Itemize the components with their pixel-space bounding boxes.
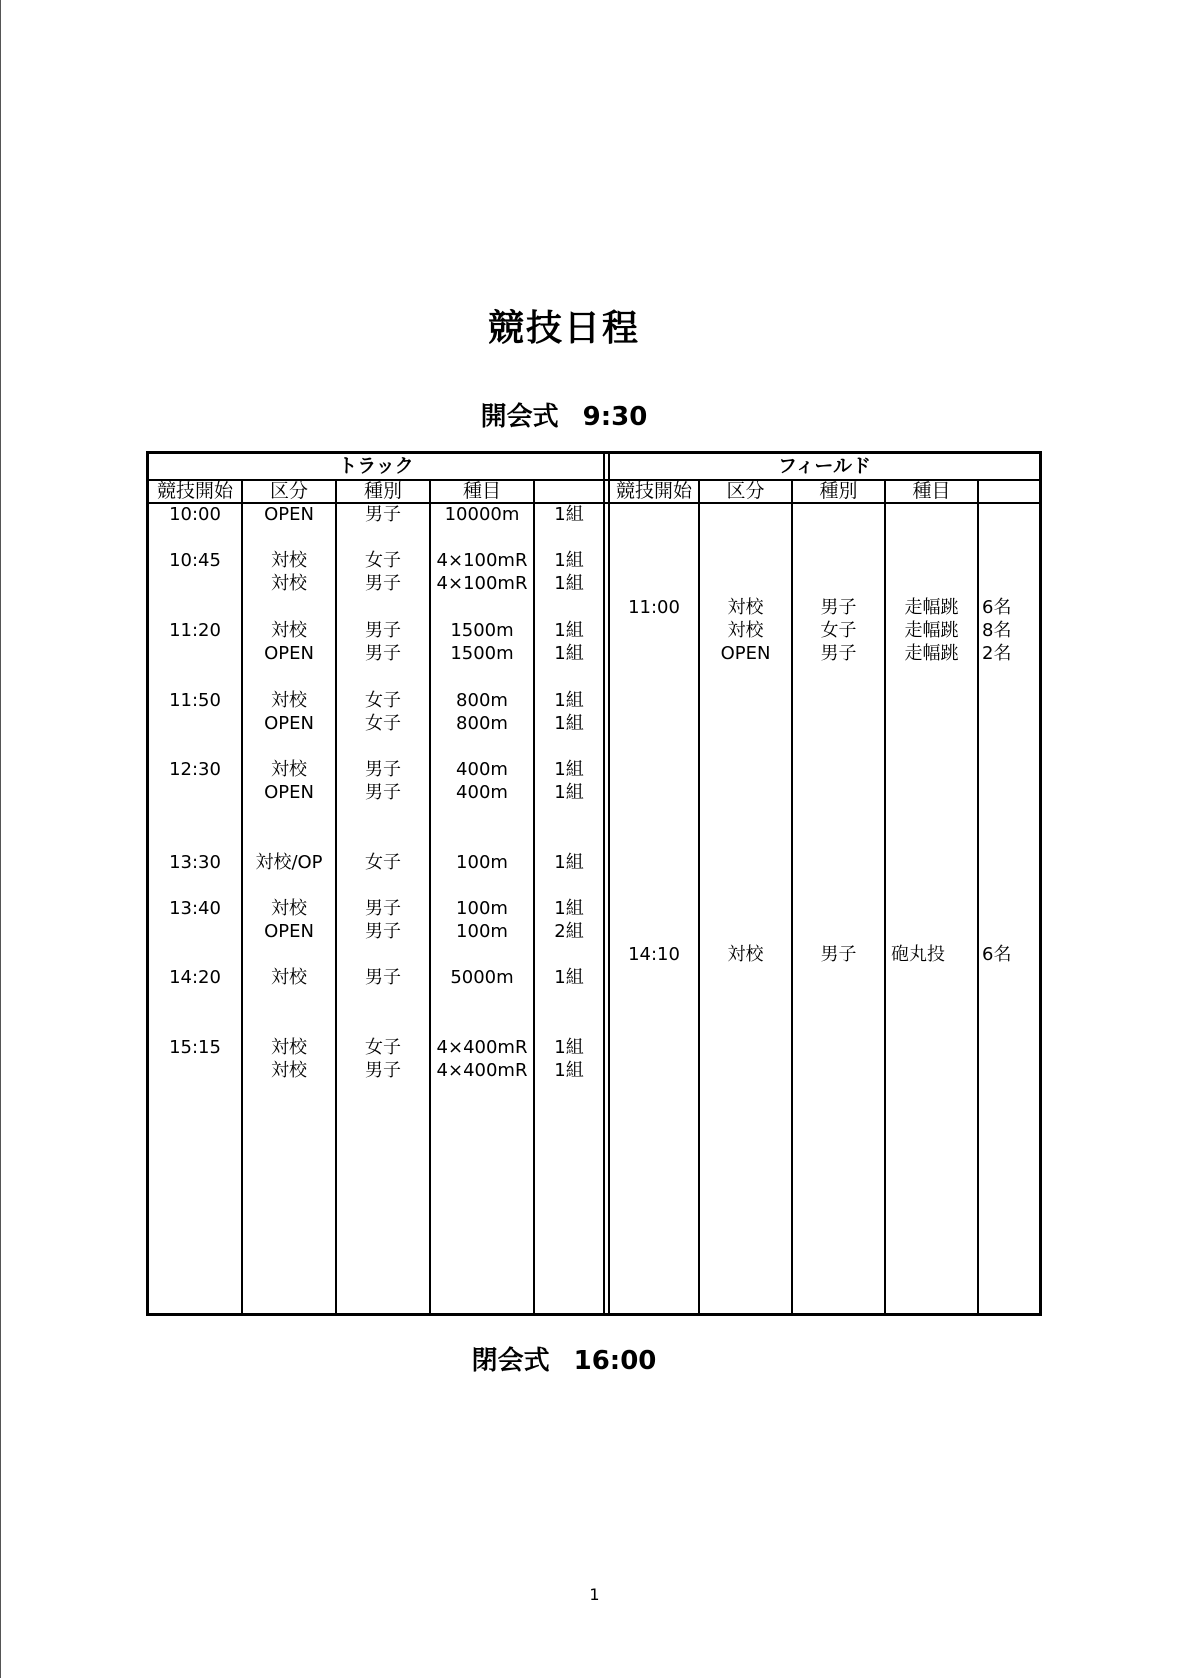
field-event: 走幅跳 [904,643,959,664]
section-divider [603,454,605,1313]
track-class: 女子 [365,1037,401,1058]
field-division: OPEN [720,643,771,664]
field-division: 対校 [727,944,764,965]
track-division: 対校 [271,967,307,988]
track-heats: 1組 [554,1060,584,1081]
track-event: 4×100mR [436,550,528,571]
field-col-division: 区分 [726,480,765,502]
track-class: 男子 [365,643,401,664]
page-edge [0,0,1,1678]
track-division: 対校 [271,573,307,594]
track-division: OPEN [264,504,314,525]
track-event: 100m [456,921,508,942]
track-class: 女子 [365,690,401,711]
track-col-line [241,479,243,1313]
closing-time: 16:00 [573,1346,657,1376]
field-col-event: 種目 [912,480,951,502]
track-heats: 1組 [554,759,584,780]
track-class: 女子 [365,550,401,571]
track-heats: 1組 [554,690,584,711]
track-start-time: 10:45 [169,550,221,571]
track-division: OPEN [264,643,314,664]
track-heats: 1組 [554,967,584,988]
field-class: 男子 [820,643,857,664]
track-class: 男子 [365,1060,401,1081]
track-class: 男子 [365,759,401,780]
track-class: 男子 [365,620,401,641]
track-heats: 1組 [554,898,584,919]
track-start-time: 11:20 [169,620,221,641]
closing-ceremony [0,1340,1128,1377]
field-count: 2名 [982,643,1012,664]
track-event: 4×100mR [436,573,528,594]
opening-time: 9:30 [582,402,648,432]
field-event: 砲丸投 [891,944,945,965]
track-col-class: 種別 [363,480,402,502]
track-division: 対校 [271,759,307,780]
field-start-time: 11:00 [628,597,680,618]
field-header: フィールド [777,455,872,477]
field-class: 男子 [820,944,857,965]
track-heats: 1組 [554,504,584,525]
opening-label: 開会式 [480,402,559,432]
opening-ceremony [0,396,1128,433]
schedule-table [146,451,1042,1316]
track-start-time: 13:30 [169,852,221,873]
track-heats: 1組 [554,573,584,594]
field-class: 男子 [820,597,857,618]
track-event: 4×400mR [436,1060,528,1081]
track-col-line [335,479,337,1313]
track-heats: 1組 [554,550,584,571]
track-event: 100m [456,852,508,873]
field-event: 走幅跳 [904,597,959,618]
track-heats: 1組 [554,782,584,803]
field-col-class: 種別 [819,480,858,502]
track-heats: 1組 [554,713,584,734]
field-division: 対校 [727,597,764,618]
track-event: 10000m [444,504,520,525]
track-division: 対校/OP [255,852,323,873]
track-division: OPEN [264,713,314,734]
track-event: 400m [456,759,508,780]
track-division: OPEN [264,921,314,942]
section-divider-inner [608,454,610,1313]
track-event: 800m [456,690,508,711]
track-division: 対校 [271,1037,307,1058]
field-count: 6名 [982,597,1012,618]
track-division: OPEN [264,782,314,803]
field-count: 8名 [982,620,1012,641]
track-heats: 2組 [554,921,584,942]
field-event: 走幅跳 [904,620,959,641]
track-event: 100m [456,898,508,919]
track-col-division: 区分 [269,480,308,502]
track-class: 女子 [365,713,401,734]
track-division: 対校 [271,620,307,641]
track-event: 1500m [450,620,514,641]
track-class: 男子 [365,967,401,988]
track-event: 5000m [450,967,514,988]
track-col-line [533,479,535,1313]
track-heats: 1組 [554,852,584,873]
track-start-time: 13:40 [169,898,221,919]
field-col-start: 競技開始 [615,480,692,502]
track-class: 男子 [365,573,401,594]
track-division: 対校 [271,690,307,711]
field-count: 6名 [982,944,1012,965]
track-event: 1500m [450,643,514,664]
track-header: トラック [338,455,414,477]
track-heats: 1組 [554,1037,584,1058]
track-event: 400m [456,782,508,803]
track-event: 800m [456,713,508,734]
field-class: 女子 [820,620,857,641]
track-start-time: 10:00 [169,504,221,525]
track-heats: 1組 [554,643,584,664]
track-event: 4×400mR [436,1037,528,1058]
track-division: 対校 [271,1060,307,1081]
track-class: 男子 [365,898,401,919]
track-col-event: 種目 [462,480,501,502]
field-division: 対校 [727,620,764,641]
track-start-time: 11:50 [169,690,221,711]
track-col-line [429,479,431,1313]
track-start-time: 14:20 [169,967,221,988]
track-col-start: 競技開始 [156,480,233,502]
field-start-time: 14:10 [628,944,680,965]
field-col-line [977,479,979,1313]
track-class: 男子 [365,782,401,803]
track-division: 対校 [271,550,307,571]
closing-label: 閉会式 [471,1346,550,1376]
track-class: 男子 [365,504,401,525]
track-start-time: 12:30 [169,759,221,780]
track-class: 男子 [365,921,401,942]
page-number: 1 [589,1585,600,1604]
track-start-time: 15:15 [169,1037,221,1058]
track-heats: 1組 [554,620,584,641]
page-title: 競技日程 [487,308,640,349]
track-class: 女子 [365,852,401,873]
track-division: 対校 [271,898,307,919]
